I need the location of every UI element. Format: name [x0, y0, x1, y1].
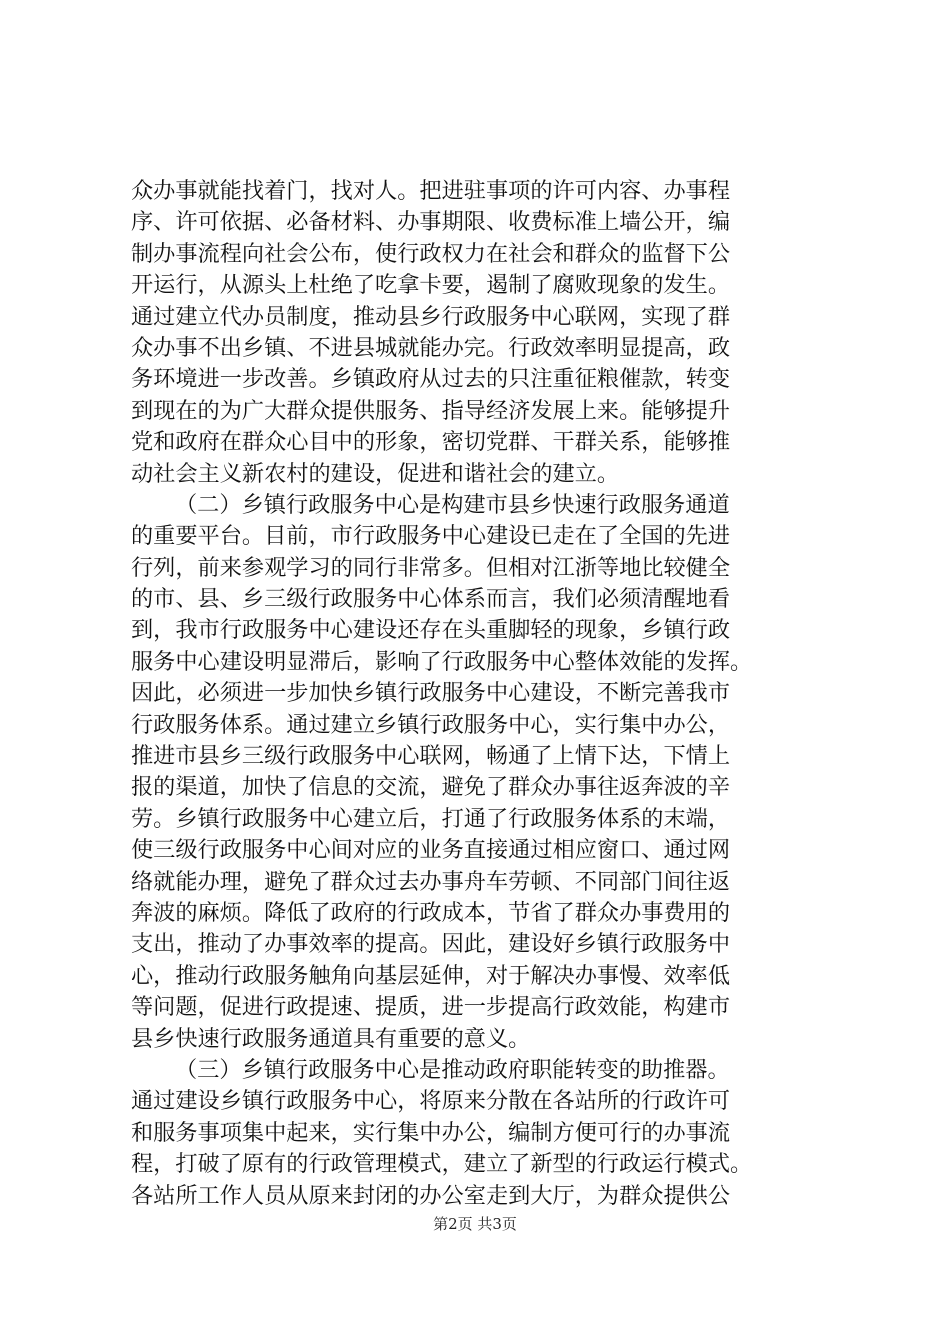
text-line: 通过建设乡镇行政服务中心，将原来分散在各站所的行政许可: [131, 1088, 731, 1115]
text-line: 使三级行政服务中心间对应的业务直接通过相应窗口、通过网: [131, 837, 731, 864]
text-line: 推进市县乡三级行政服务中心联网，畅通了上情下达，下情上: [131, 743, 731, 770]
paragraph-first-line: （二）乡镇行政服务中心是构建市县乡快速行政服务通道: [175, 491, 730, 518]
text-line: 服务中心建设明显滞后，影响了行政服务中心整体效能的发挥。: [131, 648, 753, 675]
text-line: 因此，必须进一步加快乡镇行政服务中心建设，不断完善我市: [131, 680, 731, 707]
body-text: [131, 176, 831, 1212]
text-line: 奔波的麻烦。降低了政府的行政成本，节省了群众办事费用的: [131, 899, 731, 926]
text-line: 的重要平台。目前，市行政服务中心建设已走在了全国的先进: [131, 523, 731, 550]
text-line: 各站所工作人员从原来封闭的办公室走到大厅，为群众提供公: [131, 1182, 731, 1209]
text-line: 众办事不出乡镇、不进县城就能办完。行政效率明显提高，政: [131, 334, 731, 361]
text-line: 行政服务体系。通过建立乡镇行政服务中心，实行集中办公，: [131, 711, 731, 738]
text-line: 和服务事项集中起来，实行集中办公，编制方便可行的办事流: [131, 1119, 731, 1146]
text-line: 党和政府在群众心目中的形象，密切党群、干群关系，能够推: [131, 429, 731, 456]
page-number: 第2页 共3页: [433, 1215, 517, 1233]
text-line: 络就能办理，避免了群众过去办事舟车劳顿、不同部门间往返: [131, 868, 731, 895]
text-line: 行列，前来参观学习的同行非常多。但相对江浙等地比较健全: [131, 554, 731, 581]
text-line: 心，推动行政服务触角向基层延伸，对于解决办事慢、效率低: [131, 962, 731, 989]
page-footer: [0, 1214, 950, 1234]
text-line: 制办事流程向社会公布，使行政权力在社会和群众的监督下公: [131, 240, 731, 267]
text-line: 到现在的为广大群众提供服务、指导经济发展上来。能够提升: [131, 397, 731, 424]
paragraph-first-line: （三）乡镇行政服务中心是推动政府职能转变的助推器。: [175, 1056, 730, 1083]
text-line: 程，打破了原有的行政管理模式，建立了新型的行政运行模式。: [131, 1151, 753, 1178]
text-line: 县乡快速行政服务通道具有重要的意义。: [131, 1025, 531, 1052]
text-line: 动社会主义新农村的建设，促进和谐社会的建立。: [131, 460, 620, 487]
text-line: 序、许可依据、必备材料、办事期限、收费标准上墙公开，编: [131, 209, 731, 236]
text-line: 到，我市行政服务中心建设还存在头重脚轻的现象，乡镇行政: [131, 617, 731, 644]
text-line: 众办事就能找着门，找对人。把进驻事项的许可内容、办事程: [131, 178, 731, 204]
text-line: 劳。乡镇行政服务中心建立后，打通了行政服务体系的末端，: [131, 805, 731, 832]
text-line: 务环境进一步改善。乡镇政府从过去的只注重征粮催款，转变: [131, 366, 731, 393]
text-line: 开运行，从源头上杜绝了吃拿卡要，遏制了腐败现象的发生。: [131, 272, 731, 299]
text-line: 通过建立代办员制度，推动县乡行政服务中心联网，实现了群: [131, 303, 731, 330]
text-line: 的市、县、乡三级行政服务中心体系而言，我们必须清醒地看: [131, 586, 731, 613]
text-line: 等问题，促进行政提速、提质，进一步提高行政效能，构建市: [131, 994, 731, 1021]
text-line: 支出，推动了办事效率的提高。因此，建设好乡镇行政服务中: [131, 931, 731, 958]
text-line: 报的渠道，加快了信息的交流，避免了群众办事往返奔波的辛: [131, 774, 731, 801]
